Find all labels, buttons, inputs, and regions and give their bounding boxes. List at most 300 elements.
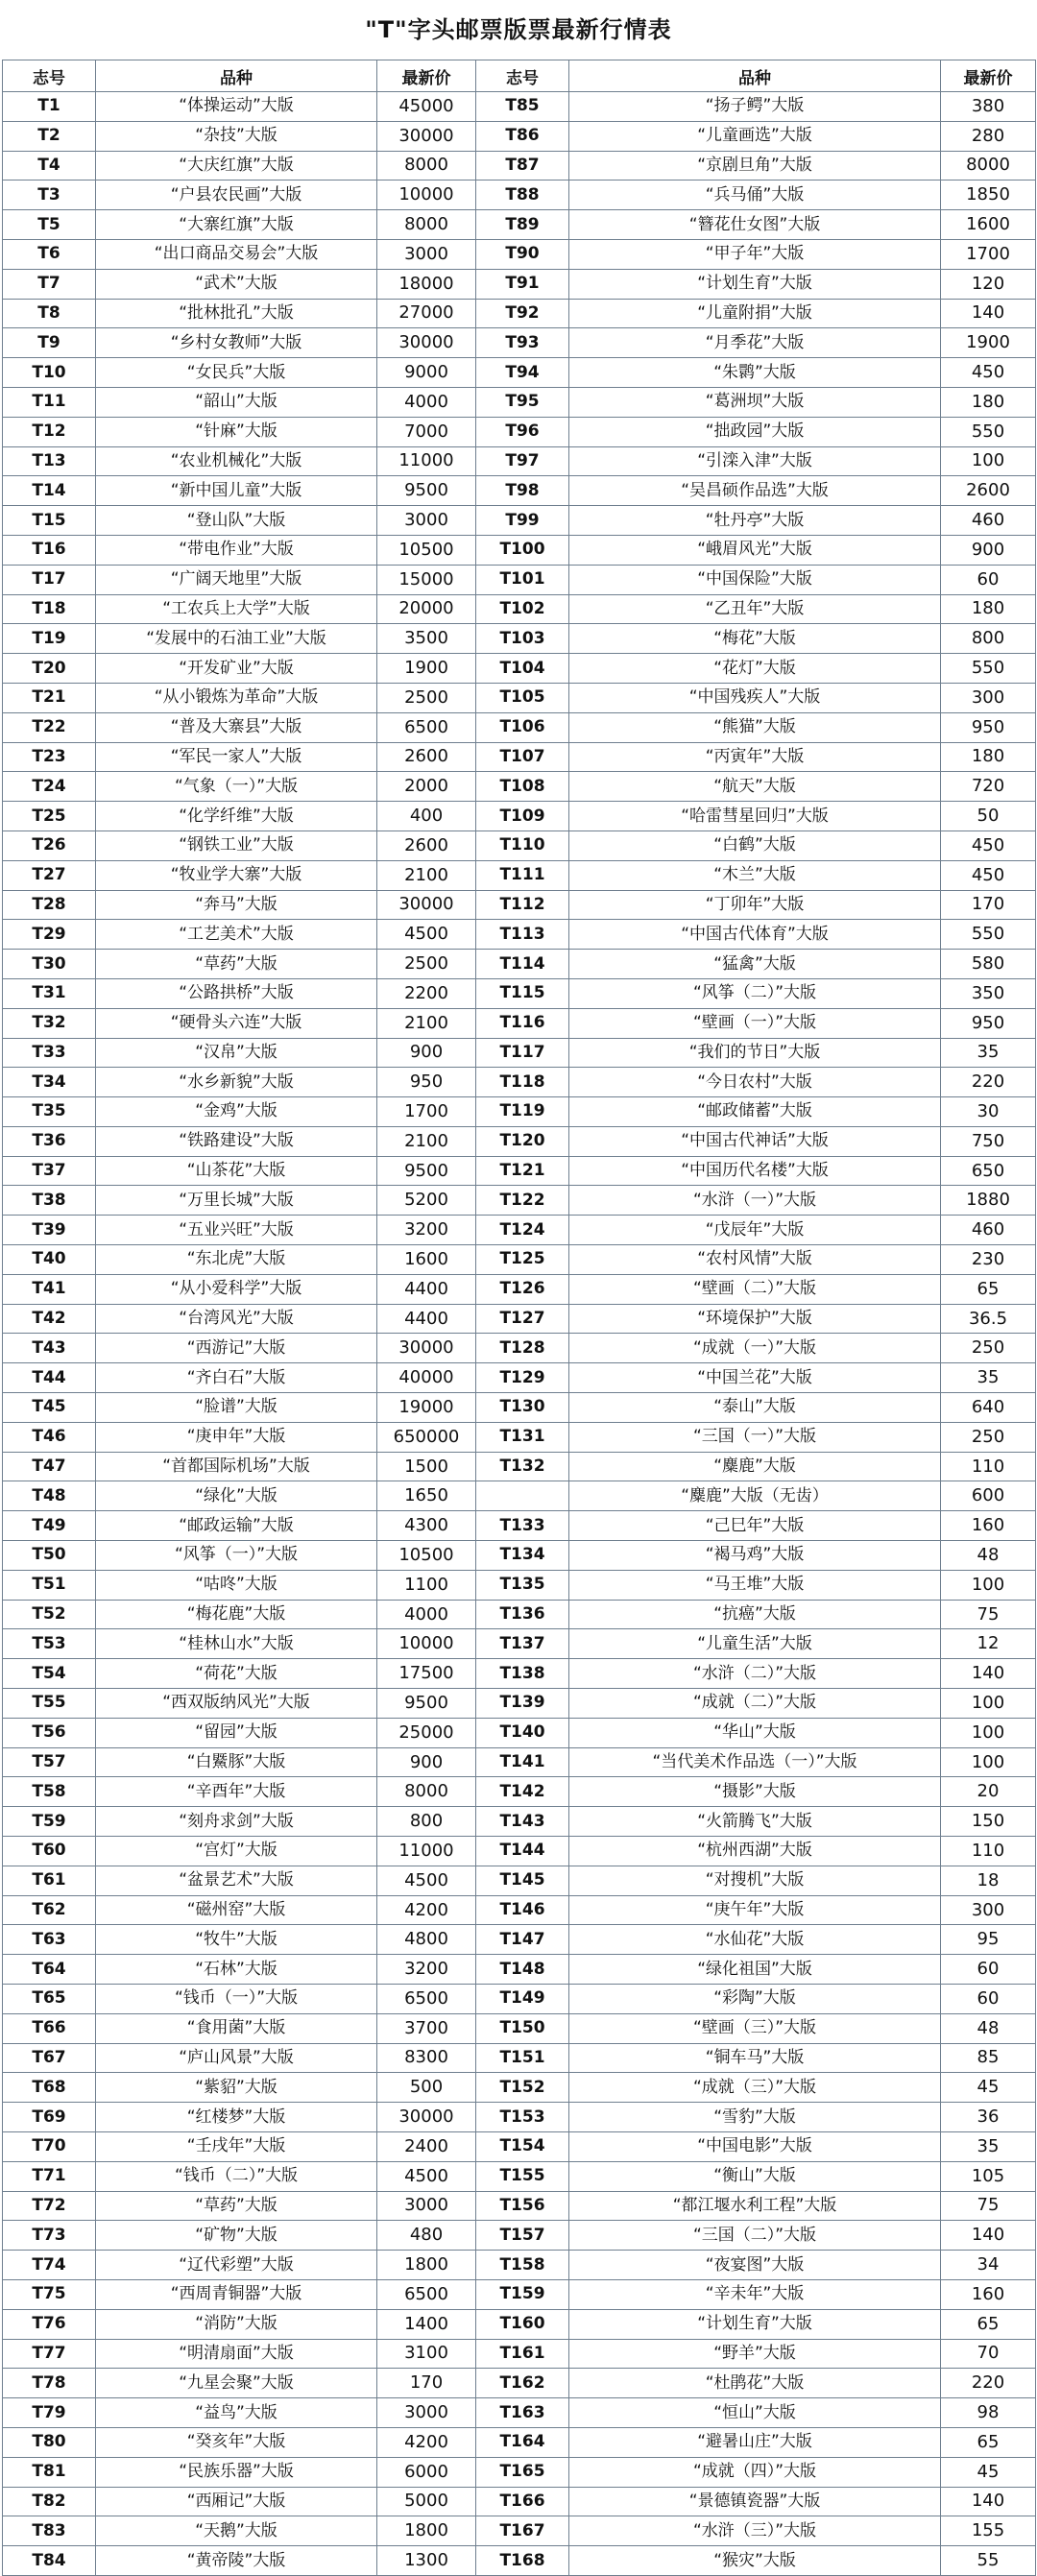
row-name-right: “麋鹿”大版 [569, 1452, 941, 1481]
row-price-left: 950 [377, 1068, 476, 1097]
table-row [3, 269, 1036, 299]
row-code-left: T8 [3, 299, 96, 328]
row-code-left: T33 [3, 1038, 96, 1068]
row-code-left: T16 [3, 535, 96, 565]
row-name-right: “成就（三）”大版 [569, 2073, 941, 2103]
row-name-right: “扬子鳄”大版 [569, 92, 941, 122]
row-code-right: T153 [476, 2103, 569, 2132]
row-price-left: 40000 [377, 1363, 476, 1393]
row-price-right: 380 [941, 92, 1036, 122]
table-row [3, 387, 1036, 417]
row-name-left: “从小锻炼为革命”大版 [96, 683, 377, 712]
row-name-right: “夜宴图”大版 [569, 2251, 941, 2280]
row-code-right: T135 [476, 1570, 569, 1600]
table-row [3, 1747, 1036, 1777]
row-name-left: “化学纤维”大版 [96, 802, 377, 831]
row-code-left: T37 [3, 1156, 96, 1186]
table-row [3, 831, 1036, 860]
row-name-right: “丙寅年”大版 [569, 742, 941, 772]
row-price-right: 600 [941, 1481, 1036, 1511]
row-code-left: T84 [3, 2546, 96, 2576]
row-code-right: T132 [476, 1452, 569, 1481]
header-name-right: 品种 [569, 60, 941, 92]
row-code-left: T10 [3, 358, 96, 388]
row-price-right: 550 [941, 920, 1036, 950]
row-price-right: 60 [941, 1955, 1036, 1985]
row-price-left: 10000 [377, 1629, 476, 1659]
row-name-left: “风筝（一）”大版 [96, 1541, 377, 1571]
row-price-left: 25000 [377, 1718, 476, 1747]
row-price-left: 800 [377, 1807, 476, 1837]
row-price-left: 10000 [377, 181, 476, 210]
row-price-right: 350 [941, 978, 1036, 1008]
table-row [3, 2161, 1036, 2191]
row-name-right: “避暑山庄”大版 [569, 2427, 941, 2457]
row-price-left: 2600 [377, 742, 476, 772]
row-name-right: “葛洲坝”大版 [569, 387, 941, 417]
row-name-right: “中国历代名楼”大版 [569, 1156, 941, 1186]
row-code-left: T82 [3, 2487, 96, 2516]
table-row [3, 742, 1036, 772]
row-price-left: 3200 [377, 1955, 476, 1985]
table-row [3, 1511, 1036, 1541]
row-code-right: T104 [476, 654, 569, 684]
row-name-left: “五业兴旺”大版 [96, 1216, 377, 1245]
row-price-right: 900 [941, 535, 1036, 565]
row-code-left: T9 [3, 328, 96, 358]
row-name-right: “麋鹿”大版（无齿） [569, 1481, 941, 1511]
row-price-left: 2100 [377, 1008, 476, 1038]
row-name-left: “大庆红旗”大版 [96, 151, 377, 181]
row-name-left: “西游记”大版 [96, 1334, 377, 1363]
row-name-right: “恒山”大版 [569, 2398, 941, 2428]
row-code-left: T57 [3, 1747, 96, 1777]
row-price-right: 55 [941, 2546, 1036, 2576]
row-code-left: T23 [3, 742, 96, 772]
row-name-left: “批林批孔”大版 [96, 299, 377, 328]
row-code-left: T38 [3, 1186, 96, 1216]
row-name-right: “水浒（三）”大版 [569, 2516, 941, 2546]
row-code-right: T161 [476, 2339, 569, 2369]
row-code-right: T125 [476, 1245, 569, 1275]
row-name-left: “乡村女教师”大版 [96, 328, 377, 358]
row-name-left: “奔马”大版 [96, 890, 377, 920]
row-name-right: “华山”大版 [569, 1718, 941, 1747]
row-price-left: 900 [377, 1038, 476, 1068]
row-price-left: 6500 [377, 712, 476, 742]
row-name-right: “峨眉风光”大版 [569, 535, 941, 565]
row-price-right: 100 [941, 1689, 1036, 1719]
row-price-right: 450 [941, 860, 1036, 890]
row-name-left: “硬骨头六连”大版 [96, 1008, 377, 1038]
row-code-right: T99 [476, 506, 569, 536]
row-code-right: T166 [476, 2487, 569, 2516]
table-row [3, 565, 1036, 594]
row-price-left: 30000 [377, 890, 476, 920]
row-code-left: T36 [3, 1126, 96, 1156]
row-name-right: “水浒（一）”大版 [569, 1186, 941, 1216]
table-row [3, 950, 1036, 979]
row-code-right: T122 [476, 1186, 569, 1216]
row-price-right: 550 [941, 417, 1036, 446]
table-row [3, 1866, 1036, 1895]
table-row [3, 1038, 1036, 1068]
row-price-left: 170 [377, 2369, 476, 2398]
row-price-right: 220 [941, 2369, 1036, 2398]
row-name-right: “中国兰花”大版 [569, 1363, 941, 1393]
row-name-left: “辽代彩塑”大版 [96, 2251, 377, 2280]
row-price-right: 35 [941, 1363, 1036, 1393]
row-name-left: “钱币（一）”大版 [96, 1985, 377, 2014]
row-code-right: T129 [476, 1363, 569, 1393]
table-row [3, 2073, 1036, 2103]
row-code-left: T58 [3, 1777, 96, 1807]
row-price-right: 48 [941, 2013, 1036, 2043]
row-price-left: 4500 [377, 2161, 476, 2191]
row-name-right: “牡丹亭”大版 [569, 506, 941, 536]
table-row [3, 1985, 1036, 2014]
row-name-right: “景德镇瓷器”大版 [569, 2487, 941, 2516]
row-price-right: 550 [941, 654, 1036, 684]
row-price-left: 30000 [377, 1334, 476, 1363]
row-code-right: T138 [476, 1659, 569, 1689]
row-price-right: 34 [941, 2251, 1036, 2280]
row-code-right: T114 [476, 950, 569, 979]
table-row [3, 1008, 1036, 1038]
row-code-right: T168 [476, 2546, 569, 2576]
row-price-right: 98 [941, 2398, 1036, 2428]
row-price-right: 105 [941, 2161, 1036, 2191]
row-name-left: “针麻”大版 [96, 417, 377, 446]
row-code-right: T156 [476, 2191, 569, 2221]
row-price-left: 1600 [377, 1245, 476, 1275]
table-row [3, 476, 1036, 506]
row-name-right: “当代美术作品选（一）”大版 [569, 1747, 941, 1777]
page-title: "T"字头邮票版票最新行情表 [365, 16, 672, 43]
row-name-left: “盆景艺术”大版 [96, 1866, 377, 1895]
table-row [3, 1304, 1036, 1334]
row-price-left: 3500 [377, 624, 476, 654]
row-name-left: “红楼梦”大版 [96, 2103, 377, 2132]
table-row [3, 712, 1036, 742]
row-code-left: T62 [3, 1895, 96, 1925]
row-code-left: T13 [3, 446, 96, 476]
row-name-left: “庚申年”大版 [96, 1422, 377, 1452]
row-name-left: “壬戌年”大版 [96, 2131, 377, 2161]
row-code-right: T150 [476, 2013, 569, 2043]
table-row [3, 624, 1036, 654]
row-code-left: T75 [3, 2279, 96, 2309]
row-name-left: “军民一家人”大版 [96, 742, 377, 772]
row-name-left: “工艺美术”大版 [96, 920, 377, 950]
row-price-right: 20 [941, 1777, 1036, 1807]
row-code-left: T83 [3, 2516, 96, 2546]
row-name-right: “甲子年”大版 [569, 239, 941, 269]
table-row [3, 1600, 1036, 1629]
row-price-right: 1700 [941, 239, 1036, 269]
row-price-left: 11000 [377, 1837, 476, 1866]
row-code-right: T137 [476, 1629, 569, 1659]
row-price-right: 150 [941, 1807, 1036, 1837]
row-price-left: 5200 [377, 1186, 476, 1216]
row-price-right: 155 [941, 2516, 1036, 2546]
table-row [3, 1570, 1036, 1600]
row-code-right: T120 [476, 1126, 569, 1156]
row-code-left: T21 [3, 683, 96, 712]
price-table [2, 60, 1036, 2576]
row-code-right: T112 [476, 890, 569, 920]
row-price-right: 1880 [941, 1186, 1036, 1216]
row-name-left: “石林”大版 [96, 1955, 377, 1985]
row-code-right: T163 [476, 2398, 569, 2428]
table-row [3, 594, 1036, 624]
row-code-right: T140 [476, 1718, 569, 1747]
row-code-left: T51 [3, 1570, 96, 1600]
table-row [3, 2191, 1036, 2221]
row-price-left: 2100 [377, 860, 476, 890]
row-price-right: 60 [941, 565, 1036, 594]
row-name-left: “天鹅”大版 [96, 2516, 377, 2546]
row-code-left: T20 [3, 654, 96, 684]
row-price-right: 1850 [941, 181, 1036, 210]
row-code-left: T80 [3, 2427, 96, 2457]
row-price-right: 300 [941, 1895, 1036, 1925]
row-price-right: 1600 [941, 210, 1036, 240]
row-price-right: 180 [941, 594, 1036, 624]
row-code-right: T107 [476, 742, 569, 772]
row-price-right: 100 [941, 1718, 1036, 1747]
row-code-right: T142 [476, 1777, 569, 1807]
row-name-left: “钢铁工业”大版 [96, 831, 377, 860]
row-price-right: 75 [941, 2191, 1036, 2221]
row-price-right: 160 [941, 2279, 1036, 2309]
row-name-left: “脸谱”大版 [96, 1393, 377, 1423]
row-name-left: “梅花鹿”大版 [96, 1600, 377, 1629]
row-name-left: “农业机械化”大版 [96, 446, 377, 476]
table-body [3, 92, 1036, 2576]
row-name-left: “登山队”大版 [96, 506, 377, 536]
table-row [3, 860, 1036, 890]
row-name-right: “衡山”大版 [569, 2161, 941, 2191]
row-code-left: T72 [3, 2191, 96, 2221]
row-name-left: “紫貂”大版 [96, 2073, 377, 2103]
row-price-left: 45000 [377, 92, 476, 122]
row-price-right: 45 [941, 2457, 1036, 2487]
row-name-right: “三国（一）”大版 [569, 1422, 941, 1452]
row-price-left: 30000 [377, 328, 476, 358]
row-code-left: T78 [3, 2369, 96, 2398]
row-price-left: 6500 [377, 1985, 476, 2014]
row-price-left: 3000 [377, 2398, 476, 2428]
row-name-right: “邮政储蓄”大版 [569, 1097, 941, 1127]
row-name-left: “矿物”大版 [96, 2221, 377, 2251]
row-price-right: 60 [941, 1985, 1036, 2014]
row-price-left: 3000 [377, 506, 476, 536]
row-price-left: 9000 [377, 358, 476, 388]
row-name-left: “西厢记”大版 [96, 2487, 377, 2516]
row-code-right: T90 [476, 239, 569, 269]
table-row [3, 1718, 1036, 1747]
row-code-right: T159 [476, 2279, 569, 2309]
table-row [3, 1245, 1036, 1275]
row-name-right: “马王堆”大版 [569, 1570, 941, 1600]
row-price-right: 85 [941, 2043, 1036, 2073]
row-code-right: T124 [476, 1216, 569, 1245]
row-price-right: 2600 [941, 476, 1036, 506]
row-price-left: 4300 [377, 1511, 476, 1541]
row-code-left: T1 [3, 92, 96, 122]
row-code-left: T65 [3, 1985, 96, 2014]
table-row [3, 239, 1036, 269]
table-row [3, 1925, 1036, 1955]
row-code-right: T86 [476, 121, 569, 151]
row-price-left: 1100 [377, 1570, 476, 1600]
row-name-left: “发展中的石油工业”大版 [96, 624, 377, 654]
row-price-right: 30 [941, 1097, 1036, 1127]
row-name-left: “桂林山水”大版 [96, 1629, 377, 1659]
table-row [3, 1274, 1036, 1304]
row-price-right: 65 [941, 2309, 1036, 2339]
row-code-right: T113 [476, 920, 569, 950]
row-name-left: “广阔天地里”大版 [96, 565, 377, 594]
row-name-right: “簪花仕女图”大版 [569, 210, 941, 240]
row-price-left: 6500 [377, 2279, 476, 2309]
row-name-right: “白鹤”大版 [569, 831, 941, 860]
row-name-right: “吴昌硕作品选”大版 [569, 476, 941, 506]
row-price-left: 5000 [377, 2487, 476, 2516]
row-code-left: T48 [3, 1481, 96, 1511]
row-code-right: T96 [476, 417, 569, 446]
row-code-right: T97 [476, 446, 569, 476]
table-row [3, 1363, 1036, 1393]
row-code-right: T157 [476, 2221, 569, 2251]
row-price-left: 2200 [377, 978, 476, 1008]
row-name-left: “汉帛”大版 [96, 1038, 377, 1068]
row-price-left: 9500 [377, 1689, 476, 1719]
row-name-right: “庚午年”大版 [569, 1895, 941, 1925]
row-code-right: T119 [476, 1097, 569, 1127]
row-price-left: 17500 [377, 1659, 476, 1689]
header-row [3, 60, 1036, 92]
row-code-right: T141 [476, 1747, 569, 1777]
row-code-left: T81 [3, 2457, 96, 2487]
row-code-right: T85 [476, 92, 569, 122]
row-price-right: 65 [941, 2427, 1036, 2457]
table-row [3, 2369, 1036, 2398]
row-code-right: T162 [476, 2369, 569, 2398]
table-row [3, 2279, 1036, 2309]
row-price-right: 950 [941, 712, 1036, 742]
row-name-right: “对搜机”大版 [569, 1866, 941, 1895]
row-name-right: “都江堰水利工程”大版 [569, 2191, 941, 2221]
row-price-right: 70 [941, 2339, 1036, 2369]
row-code-left: T45 [3, 1393, 96, 1423]
row-code-right: T136 [476, 1600, 569, 1629]
row-name-left: “首都国际机场”大版 [96, 1452, 377, 1481]
row-code-left: T53 [3, 1629, 96, 1659]
row-code-left: T28 [3, 890, 96, 920]
row-price-right: 110 [941, 1452, 1036, 1481]
row-price-right: 36 [941, 2103, 1036, 2132]
row-code-right: T148 [476, 1955, 569, 1985]
row-code-right: T88 [476, 181, 569, 210]
row-name-left: “韶山”大版 [96, 387, 377, 417]
table-row [3, 2131, 1036, 2161]
row-name-left: “九星会聚”大版 [96, 2369, 377, 2398]
row-code-left: T77 [3, 2339, 96, 2369]
row-price-right: 720 [941, 772, 1036, 802]
row-name-right: “儿童生活”大版 [569, 1629, 941, 1659]
table-row [3, 1216, 1036, 1245]
row-code-left: T68 [3, 2073, 96, 2103]
row-name-left: “草药”大版 [96, 950, 377, 979]
row-name-left: “消防”大版 [96, 2309, 377, 2339]
row-price-right: 950 [941, 1008, 1036, 1038]
row-name-right: “熊猫”大版 [569, 712, 941, 742]
header-name-left: 品种 [96, 60, 377, 92]
row-name-right: “哈雷彗星回归”大版 [569, 802, 941, 831]
row-name-right: “猴灾”大版 [569, 2546, 941, 2576]
table-row [3, 1334, 1036, 1363]
table-row [3, 683, 1036, 712]
table-row [3, 1777, 1036, 1807]
row-code-right: T102 [476, 594, 569, 624]
header-price-right: 最新价 [941, 60, 1036, 92]
row-price-left: 1700 [377, 1097, 476, 1127]
header-code-left: 志号 [3, 60, 96, 92]
row-code-right: T108 [476, 772, 569, 802]
row-name-left: “出口商品交易会”大版 [96, 239, 377, 269]
row-name-right: “花灯”大版 [569, 654, 941, 684]
row-price-left: 1650 [377, 1481, 476, 1511]
row-name-left: “食用菌”大版 [96, 2013, 377, 2043]
header-price-left: 最新价 [377, 60, 476, 92]
row-price-left: 18000 [377, 269, 476, 299]
table-row [3, 2339, 1036, 2369]
row-price-left: 10500 [377, 1541, 476, 1571]
row-price-left: 3000 [377, 239, 476, 269]
row-name-left: “辛酉年”大版 [96, 1777, 377, 1807]
row-price-right: 36.5 [941, 1304, 1036, 1334]
row-code-right: T147 [476, 1925, 569, 1955]
row-price-right: 140 [941, 2221, 1036, 2251]
row-code-left: T52 [3, 1600, 96, 1629]
row-code-right: T110 [476, 831, 569, 860]
row-name-left: “西双版纳风光”大版 [96, 1689, 377, 1719]
row-code-left: T43 [3, 1334, 96, 1363]
row-code-right: T118 [476, 1068, 569, 1097]
row-name-right: “戊辰年”大版 [569, 1216, 941, 1245]
row-code-left: T44 [3, 1363, 96, 1393]
row-name-right: “中国电影”大版 [569, 2131, 941, 2161]
row-name-left: “明清扇面”大版 [96, 2339, 377, 2369]
row-code-right: T167 [476, 2516, 569, 2546]
row-code-right: T127 [476, 1304, 569, 1334]
row-price-right: 250 [941, 1422, 1036, 1452]
table-row [3, 1837, 1036, 1866]
row-name-left: “水乡新貌”大版 [96, 1068, 377, 1097]
row-code-left: T47 [3, 1452, 96, 1481]
row-code-right: T103 [476, 624, 569, 654]
row-price-right: 65 [941, 1274, 1036, 1304]
row-name-left: “钱币（二）”大版 [96, 2161, 377, 2191]
row-name-right: “己巳年”大版 [569, 1511, 941, 1541]
row-name-right: “航天”大版 [569, 772, 941, 802]
table-row [3, 920, 1036, 950]
row-name-right: “我们的节日”大版 [569, 1038, 941, 1068]
row-name-left: “牧牛”大版 [96, 1925, 377, 1955]
table-row [3, 2398, 1036, 2428]
